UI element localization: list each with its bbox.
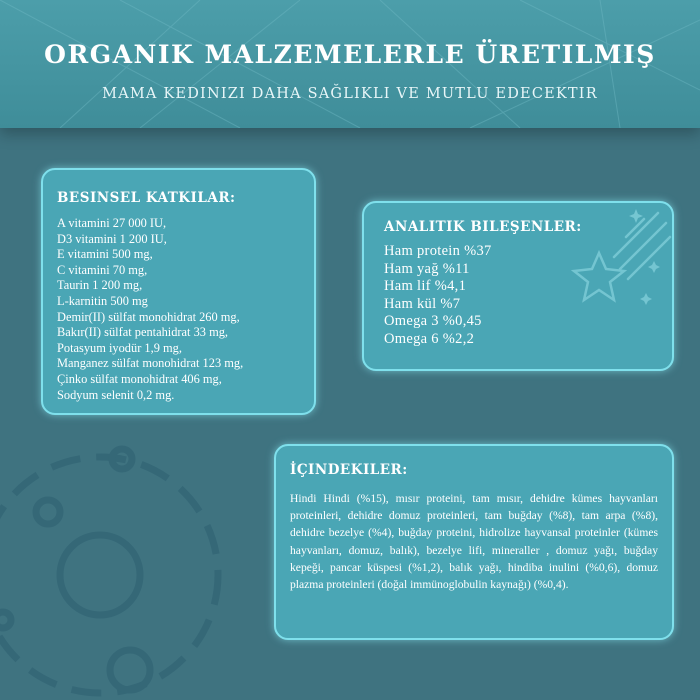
list-item: Sodyum selenit 0,2 mg. — [57, 387, 175, 402]
list-item: Bakır(II) sülfat pentahidrat 33 mg, — [57, 325, 229, 340]
list-item: L-karnitin 500 mg — [57, 293, 148, 308]
list-item: Manganez sülfat monohidrat 123 mg, — [57, 356, 244, 371]
list-item: E vitamini 500 mg, — [57, 247, 153, 262]
list-item: Potasyum iyodür 1,9 mg, — [57, 340, 182, 355]
ingredients-title: İÇINDEKILER: — [290, 462, 408, 478]
list-item: Demir(II) sülfat monohidrat 260 mg, — [57, 309, 240, 324]
ingredients-card — [274, 444, 674, 640]
list-item: Ham lif %4,1 — [384, 278, 467, 294]
list-item: Ham kül %7 — [384, 295, 461, 312]
page-subtitle: MAMA KEDINIZI DAHA SAĞLIKLI VE MUTLU EDECEKTIR — [102, 86, 598, 102]
list-item: Ham yağ %11 — [384, 260, 470, 277]
header-banner — [0, 0, 700, 128]
additives-title: BESINSEL KATKILAR: — [57, 190, 236, 206]
list-item: Ham protein %37 — [384, 243, 492, 259]
list-item: Omega 3 %0,45 — [384, 313, 482, 329]
additives-card — [41, 168, 316, 415]
ingredients-text: Hindi Hindi (%15), mısır proteini, tam mısır, dehidre kümes hayvanları proteinleri, dehidre domuz proteinleri, tam buğday (%8), tam arpa (%8), dehidre bezelye (%4), buğday proteini, hidrolize hayvansal proteinler (kümes hayvanları, domuz, balık), bezelye lifi, mineraller , domuz yağı, buğday kepeği, pancar küspesi (%1,2), balık yağı, hindiba inulini (%0,6), domuz plazma proteinleri (doğal immünoglobulin kaynağı) (%0,4). — [290, 492, 658, 592]
additives-list — [57, 216, 304, 403]
list-item: C vitamini 70 mg, — [57, 262, 148, 277]
shooting-star-icon — [566, 205, 672, 315]
page-title: ORGANIK MALZEMELERLE ÜRETILMIŞ — [44, 40, 656, 69]
list-item: A vitamini 27 000 IU, — [57, 216, 167, 230]
list-item: D3 vitamini 1 200 IU, — [57, 231, 167, 246]
list-item: Çinko sülfat monohidrat 406 mg, — [57, 371, 222, 386]
analytics-title: ANALITIK BILEŞENLER: — [384, 219, 582, 235]
list-item: Taurin 1 200 mg, — [57, 278, 143, 293]
list-item: Omega 6 %2,2 — [384, 330, 475, 347]
